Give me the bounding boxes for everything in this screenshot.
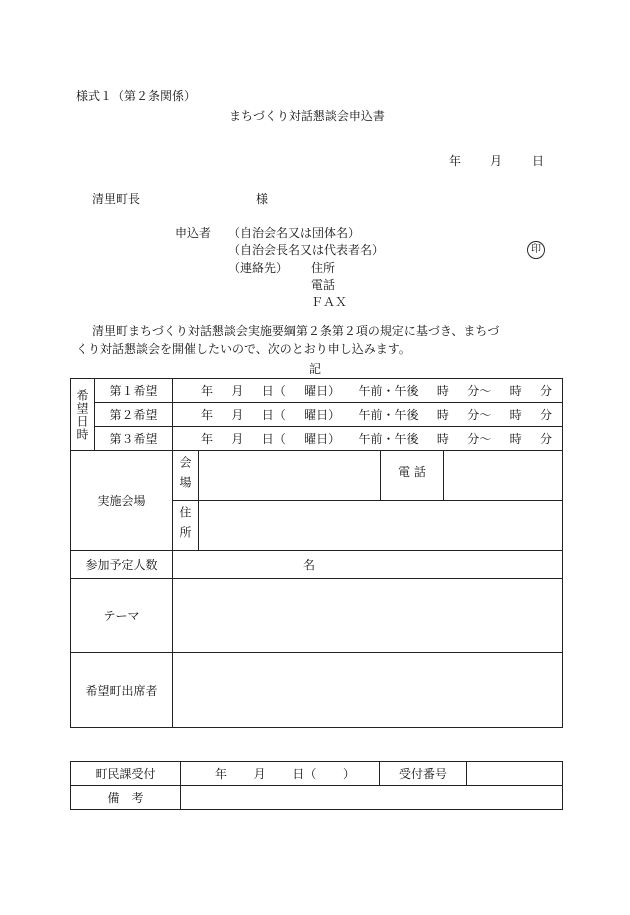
kaijo-label: 会場	[173, 451, 199, 501]
remarks-label: 備 考	[71, 786, 181, 810]
contact-phone-field[interactable]: 電話	[311, 278, 336, 292]
applicant-label: 申込者	[175, 226, 212, 240]
reception-number-label: 受付番号	[380, 762, 467, 786]
body-text-line1: 清里町まちづくり対話懇談会実施要綱第２条第２項の規定に基づき、まちづ	[92, 324, 500, 338]
form-title: まちづくり対話懇談会申込書	[229, 109, 385, 123]
participant-count-field[interactable]	[173, 551, 563, 579]
applicant-org-field[interactable]: （自治会名又は団体名）	[228, 226, 361, 240]
reception-number-field[interactable]	[467, 762, 563, 786]
seal-stamp-icon: 印	[527, 241, 545, 259]
choice-3-datetime-field[interactable]: 年 月 日（ 曜日） 午前・午後 時 分～ 時 分	[173, 427, 563, 451]
reception-label: 町民課受付	[71, 762, 181, 786]
venue-phone-label: 電 話	[381, 451, 444, 501]
contact-label: （連絡先）	[228, 261, 289, 275]
choice-1-datetime-field[interactable]: 年 月 日（ 曜日） 午前・午後 時 分～ 時 分	[173, 379, 563, 403]
choice-3-label: 第３希望	[95, 427, 173, 451]
jusho-label: 住所	[173, 501, 199, 551]
theme-label: テーマ	[71, 579, 173, 653]
venue-phone-field[interactable]	[444, 451, 563, 501]
reception-table	[70, 761, 563, 810]
venue-label: 実施会場	[71, 451, 173, 551]
addressee-name: 清里町長	[92, 192, 141, 206]
choice-2-datetime-field[interactable]: 年 月 日（ 曜日） 午前・午後 時 分～ 時 分	[173, 403, 563, 427]
kibou-nichiji-label: 希望日時	[71, 379, 95, 451]
date-day-label: 日	[532, 154, 545, 168]
participant-count-label: 参加予定人数	[71, 551, 173, 579]
theme-field[interactable]	[173, 579, 563, 653]
applicant-rep-field[interactable]: （自治会長名又は代表者名）	[228, 243, 385, 257]
body-text-line2: くり対話懇談会を開催したいので、次のとおり申し込みます。	[76, 342, 411, 356]
form-id: 様式１（第２条関係）	[76, 89, 197, 103]
venue-address-field[interactable]	[199, 501, 563, 551]
participant-count-unit: 名	[303, 558, 316, 572]
contact-fax-field[interactable]: ＦＡＸ	[311, 295, 348, 309]
choice-1-label: 第１希望	[95, 379, 173, 403]
venue-name-field[interactable]	[199, 451, 381, 501]
application-table	[70, 378, 563, 728]
date-year-label: 年	[449, 154, 462, 168]
contact-address-field[interactable]: 住所	[311, 261, 336, 275]
date-month-label: 月	[490, 154, 503, 168]
attendee-label: 希望町出席者	[71, 653, 173, 728]
addressee-honorific: 様	[256, 192, 269, 206]
remarks-field[interactable]	[181, 786, 563, 810]
attendee-field[interactable]	[173, 653, 563, 728]
reception-date-field[interactable]: 年 月 日（ ）	[181, 762, 380, 786]
choice-2-label: 第２希望	[95, 403, 173, 427]
ki-heading: 記	[309, 362, 322, 376]
